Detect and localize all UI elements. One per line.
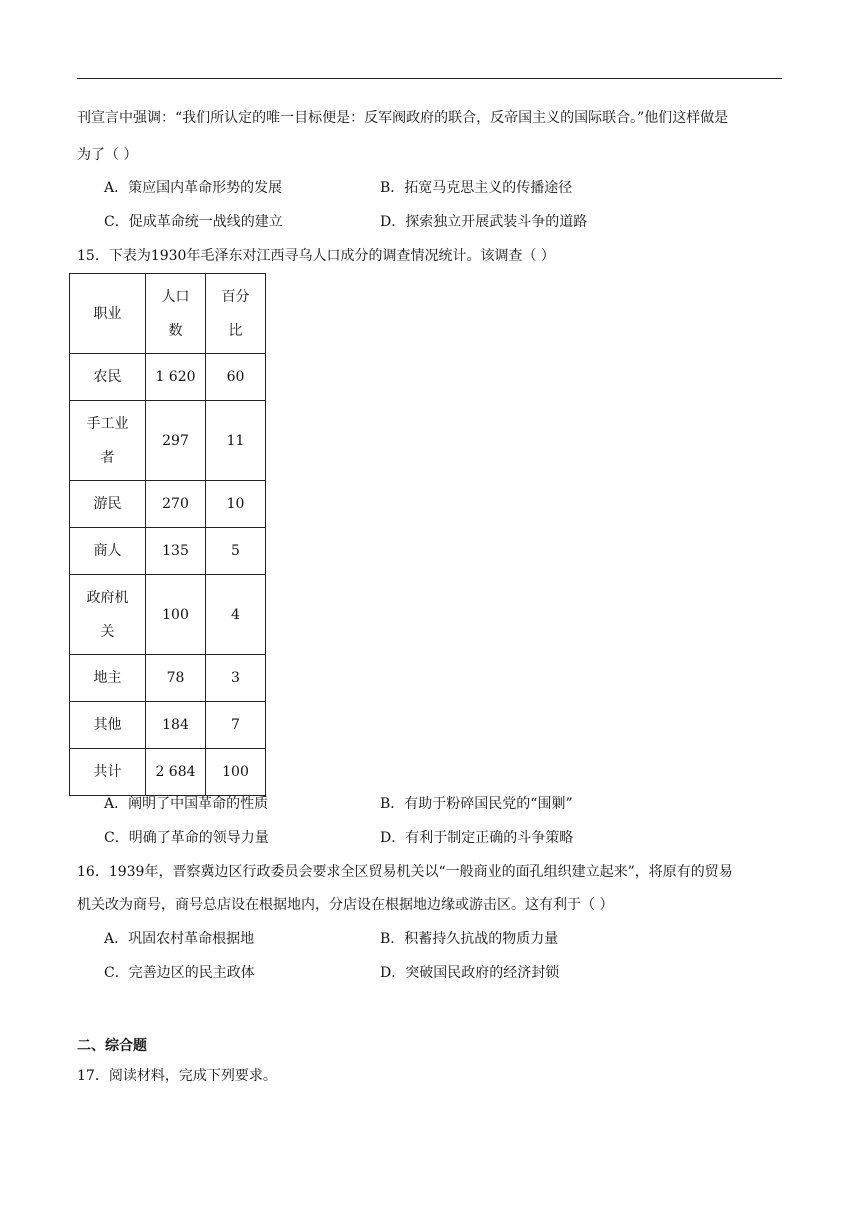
cell-occupation-text: 政府机关 <box>86 589 129 640</box>
table-row <box>70 401 266 481</box>
cell-occupation: 地主 <box>70 655 146 702</box>
cell-percentage: 3 <box>206 655 266 702</box>
cell-population: 184 <box>146 702 206 749</box>
cell-population: 270 <box>146 481 206 528</box>
census-table <box>69 273 266 796</box>
header-rule <box>77 78 782 79</box>
table-row <box>70 749 266 796</box>
cell-percentage: 4 <box>206 575 266 655</box>
q16-stem-line2: 机关改为商号，商号总店设在根据地内，分店设在根据地边缘或游击区。这有利于（ ） <box>77 897 614 913</box>
cell-population: 100 <box>146 575 206 655</box>
cell-population: 297 <box>146 401 206 481</box>
cell-percentage: 10 <box>206 481 266 528</box>
cell-population: 2 684 <box>146 749 206 796</box>
q15-option-c[interactable]: C．明确了革命的领导力量 <box>104 830 269 846</box>
cell-percentage: 5 <box>206 528 266 575</box>
q14-option-a[interactable]: A．策应国内革命形势的发展 <box>104 180 283 196</box>
q17-stem: 17．阅读材料，完成下列要求。 <box>77 1068 277 1084</box>
cell-population: 135 <box>146 528 206 575</box>
table-row <box>70 655 266 702</box>
q16-option-a[interactable]: A．巩固农村革命根据地 <box>104 931 255 947</box>
q14-option-b[interactable]: B．拓宽马克思主义的传播途径 <box>380 180 573 196</box>
cell-occupation: 其他 <box>70 702 146 749</box>
header-population-text: 人口数 <box>161 288 190 339</box>
q15-stem: 15．下表为1930年毛泽东对江西寻乌人口成分的调查情况统计。该调查（ ） <box>77 248 555 264</box>
q15-option-a[interactable]: A．阐明了中国革命的性质 <box>104 796 269 812</box>
header-percentage-text: 百分比 <box>221 288 250 339</box>
table-row <box>70 702 266 749</box>
cell-occupation: 共计 <box>70 749 146 796</box>
table-header-row <box>70 274 266 354</box>
q16-stem-line1: 16．1939年，晋察冀边区行政委员会要求全区贸易机关以“一般商业的面孔组织建立起来”，将原有的贸易 <box>77 864 733 880</box>
q14-option-d[interactable]: D．探索独立开展武装斗争的道路 <box>380 214 588 230</box>
cell-occupation <box>70 575 146 655</box>
q14-stem-line1: 刊宣言中强调：“我们所认定的唯一目标便是：反军阀政府的联合，反帝国主义的国际联合。”他们这样做是 <box>77 110 729 126</box>
cell-occupation: 商人 <box>70 528 146 575</box>
table-row <box>70 481 266 528</box>
cell-occupation <box>70 401 146 481</box>
q14-stem-line2: 为了（ ） <box>77 147 138 163</box>
section-title: 二、综合题 <box>77 1038 147 1054</box>
header-occupation: 职业 <box>70 274 146 354</box>
cell-population: 1 620 <box>146 354 206 401</box>
cell-population: 78 <box>146 655 206 702</box>
cell-percentage: 7 <box>206 702 266 749</box>
q16-option-c[interactable]: C．完善边区的民主政体 <box>104 965 255 981</box>
cell-percentage: 100 <box>206 749 266 796</box>
q16-option-b[interactable]: B．积蓄持久抗战的物质力量 <box>380 931 559 947</box>
header-percentage <box>206 274 266 354</box>
header-population <box>146 274 206 354</box>
q15-option-b[interactable]: B．有助于粉碎国民党的“围剿” <box>380 796 573 812</box>
q15-option-d[interactable]: D．有利于制定正确的斗争策略 <box>380 830 574 846</box>
cell-percentage: 60 <box>206 354 266 401</box>
cell-occupation: 游民 <box>70 481 146 528</box>
table-row <box>70 354 266 401</box>
cell-occupation-text: 手工业者 <box>86 415 129 466</box>
q14-option-c[interactable]: C．促成革命统一战线的建立 <box>104 214 283 230</box>
cell-occupation: 农民 <box>70 354 146 401</box>
table-row <box>70 528 266 575</box>
table-row <box>70 575 266 655</box>
q16-option-d[interactable]: D．突破国民政府的经济封锁 <box>380 965 560 981</box>
cell-percentage: 11 <box>206 401 266 481</box>
